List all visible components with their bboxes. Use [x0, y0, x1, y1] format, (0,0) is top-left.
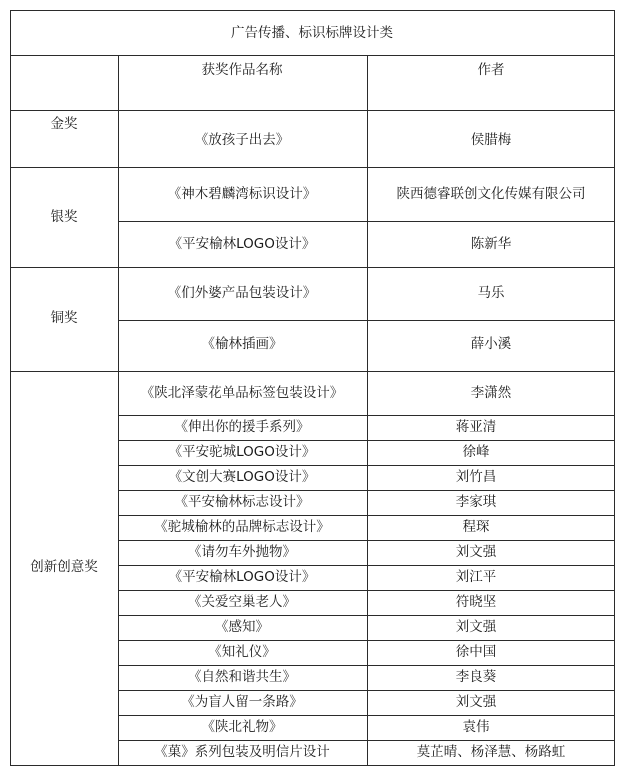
awards-table — [10, 10, 615, 766]
author-inno-1: 李潇然 — [470, 385, 512, 401]
header-work-name: 获奖作品名称 — [201, 62, 283, 78]
author-inno-6: 程琛 — [462, 519, 490, 535]
work-inno-3: 《平安驼城LOGO设计》 — [168, 444, 316, 460]
author-inno-10: 刘文强 — [455, 619, 497, 635]
work-inno-8: 《平安榆林LOGO设计》 — [168, 569, 316, 585]
work-inno-14: 《陕北礼物》 — [201, 719, 283, 735]
author-inno-8: 刘江平 — [455, 569, 497, 585]
work-inno-1: 《陕北泽蒙花单品标签包装设计》 — [140, 385, 344, 401]
work-inno-2: 《伸出你的援手系列》 — [174, 419, 310, 435]
work-inno-5: 《平安榆林标志设计》 — [174, 494, 310, 510]
author-inno-4: 刘竹昌 — [455, 469, 497, 485]
work-inno-13: 《为盲人留一条路》 — [181, 694, 303, 710]
author-inno-7: 刘文强 — [455, 544, 497, 560]
author-inno-15: 莫芷晴、杨泽慧、杨路虹 — [416, 744, 566, 760]
author-inno-5: 李家琪 — [455, 494, 497, 510]
work-inno-6: 《驼城榆林的品牌标志设计》 — [154, 519, 330, 535]
author-gold-1: 侯腊梅 — [470, 132, 512, 148]
author-inno-9: 符晓坚 — [455, 594, 497, 610]
work-inno-9: 《关爱空巢老人》 — [188, 594, 296, 610]
author-inno-13: 刘文强 — [455, 694, 497, 710]
author-inno-3: 徐峰 — [462, 444, 490, 460]
work-inno-10: 《感知》 — [215, 619, 269, 635]
category-silver: 银奖 — [50, 209, 78, 225]
work-inno-4: 《文创大赛LOGO设计》 — [168, 469, 316, 485]
work-inno-7: 《请勿车外抛物》 — [188, 544, 296, 560]
category-bronze: 铜奖 — [50, 310, 78, 326]
author-bronze-1: 马乐 — [477, 285, 505, 301]
work-gold-1: 《放孩子出去》 — [194, 132, 290, 148]
work-inno-11: 《知礼仪》 — [208, 644, 276, 660]
author-inno-11: 徐中国 — [455, 644, 497, 660]
work-inno-12: 《自然和谐共生》 — [188, 669, 296, 685]
category-gold: 金奖 — [50, 116, 78, 132]
work-bronze-1: 《们外婆产品包装设计》 — [167, 285, 317, 301]
category-innovation: 创新创意奖 — [30, 559, 98, 575]
author-inno-14: 袁伟 — [462, 719, 490, 735]
header-author: 作者 — [477, 62, 505, 78]
author-inno-2: 蒋亚清 — [455, 419, 497, 435]
author-inno-12: 李良葵 — [455, 669, 497, 685]
author-silver-2: 陈新华 — [470, 236, 512, 252]
work-bronze-2: 《榆林插画》 — [201, 336, 283, 352]
author-silver-1: 陕西德睿联创文化传媒有限公司 — [396, 186, 586, 202]
table-title: 广告传播、标识标牌设计类 — [231, 25, 393, 41]
work-silver-2: 《平安榆林LOGO设计》 — [168, 236, 316, 252]
author-bronze-2: 薛小溪 — [470, 336, 512, 352]
work-inno-15: 《菓》系列包装及明信片设计 — [154, 744, 330, 760]
work-silver-1: 《神木碧麟湾标识设计》 — [167, 186, 317, 202]
